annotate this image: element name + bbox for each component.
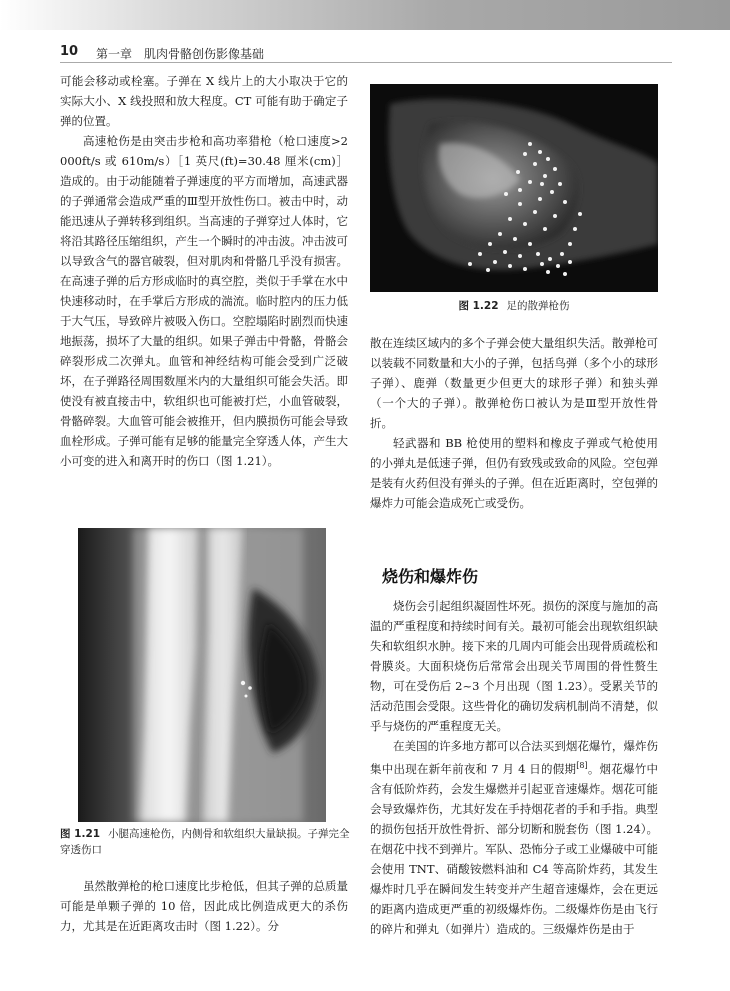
left-column-text	[60, 71, 348, 471]
right-column-text	[370, 333, 658, 513]
paragraph-part: 在美国的许多地方都可以合法买到烟花爆竹，爆炸伤集中出现在新年前夜和 7 月 4 日的假期	[370, 739, 658, 776]
paragraph: 轻武器和 BB 枪使用的塑料和橡皮子弹或气枪使用的小弹丸是低速子弹，但仍有致残或致命的风险。空包弹是装有火药但没有弹头的子弹。但在近距离时，空包弹的爆炸力可能会造成死亡或受伤。	[370, 436, 658, 510]
lower-leg-xray-image	[78, 528, 326, 822]
foot-xray-image	[370, 84, 658, 292]
citation-reference: [8]	[576, 761, 588, 770]
burn-blast-section	[370, 566, 658, 939]
figure-1-21-xray	[78, 528, 326, 822]
figure-1-22-caption	[370, 298, 658, 314]
header-gradient-bar	[0, 0, 730, 30]
figure-caption-text: 小腿高速枪伤，内侧骨和软组织大量缺损。子弹完全穿透伤口	[60, 828, 350, 856]
section-title: 烧伤和爆炸伤	[382, 567, 479, 586]
paragraph-part: 。烟花爆竹中含有低阶炸药，会发生爆燃并引起亚音速爆炸。烟花可能会导致爆炸伤，尤其好发在手持烟花者的手和手指。典型的损伤包括开放性骨折、部分切断和脱套伤（图 1.24）。在烟花中找不到弹片。军队、恐怖分子或工业爆破中可能会使用 TNT、硝酸铵燃料油和 C4 等高阶炸药，其发生爆炸时几乎在瞬间发生转变并产生超音速爆炸，会在更远的距离内造成更严重的初级爆炸伤。二级爆炸伤是由飞行的碎片和弹丸（如弹片）造成的。三级爆炸伤是由于	[370, 761, 659, 936]
figure-label: 图 1.21	[60, 828, 101, 840]
figure-1-21-caption	[60, 826, 350, 858]
header-rule	[60, 62, 672, 63]
left-bottom-text	[60, 876, 348, 936]
figure-1-22-xray	[370, 84, 658, 292]
page-number: 10	[60, 44, 79, 59]
paragraph: 虽然散弹枪的枪口速度比步枪低，但其子弹的总质量可能是单颗子弹的 10 倍，因此成比例造成更大的杀伤力，尤其是在近距离攻击时（图 1.22）。分	[60, 879, 348, 933]
paragraph: 散在连续区域内的多个子弹会使大量组织失活。散弹枪可以装载不同数量和大小的子弹，包括鸟弹（多个小的球形子弹）、鹿弹（数量更少但更大的球形子弹）和独头弹（一个大的子弹）。散弹枪伤口被认为是Ⅲ型开放性骨折。	[370, 336, 658, 430]
chapter-title: 第一章 肌肉骨骼创伤影像基础	[96, 47, 265, 61]
paragraph: 高速枪伤是由突击步枪和高功率猎枪（枪口速度>2 000ft/s 或 610m/s）［1 英尺(ft)=30.48 厘米(cm)］造成的。由于动能随着子弹速度的平方而增加，高速武器的子弹通常会造成严重的Ⅲ型开放性伤口。被击中时，动能迅速从子弹转移到组织。当高速的子弹穿过人体时，它将沿其路径压缩组织，产生一个瞬时的冲击波。冲击波可以导致含气的器官破裂，但对肌肉和骨骼几乎没有损害。在高速子弹的后方形成临时的真空腔，类似于手掌在水中快速移动时，在手掌后方形成的湍流。临时腔内的压力低于大气压，导致碎片被吸入伤口。空腔塌陷时剧烈而快速地振荡，损坏了大量的组织。如果子弹击中骨骼，骨骼会碎裂形成二次弹丸。血管和神经结构可能会受到广泛破坏，在子弹路径周围数厘米内的大量组织可能会失活。即使没有被直接击中，软组织也可能被打烂，小血管破裂，骨骼碎裂。大血管可能会被推开，但内膜损伤可能会导致血栓形成。子弹可能有足够的能量完全穿透人体，产生大小可变的进入和离开时的伤口（图 1.21）。	[60, 134, 348, 468]
paragraph: 烧伤会引起组织凝固性坏死。损伤的深度与施加的高温的严重程度和持续时间有关。最初可能会出现软组织缺失和软组织水肿。接下来的几周内可能会出现骨质疏松和骨膜炎。大面积烧伤后常常会出现关节周围的骨性赘生物，可在受伤后 2~3 个月出现（图 1.23）。受累关节的活动范围会受限。这些骨化的确切发病机制尚不清楚，似乎与烧伤的严重程度无关。	[370, 599, 658, 733]
figure-caption-text: 足的散弹枪伤	[506, 300, 570, 312]
page-header	[60, 42, 680, 64]
figure-label: 图 1.22	[458, 300, 499, 312]
paragraph	[370, 736, 658, 939]
paragraph: 可能会移动或栓塞。子弹在 X 线片上的大小取决于它的实际大小、X 线投照和放大程度。CT 可能有助于确定子弹的位置。	[60, 74, 348, 128]
